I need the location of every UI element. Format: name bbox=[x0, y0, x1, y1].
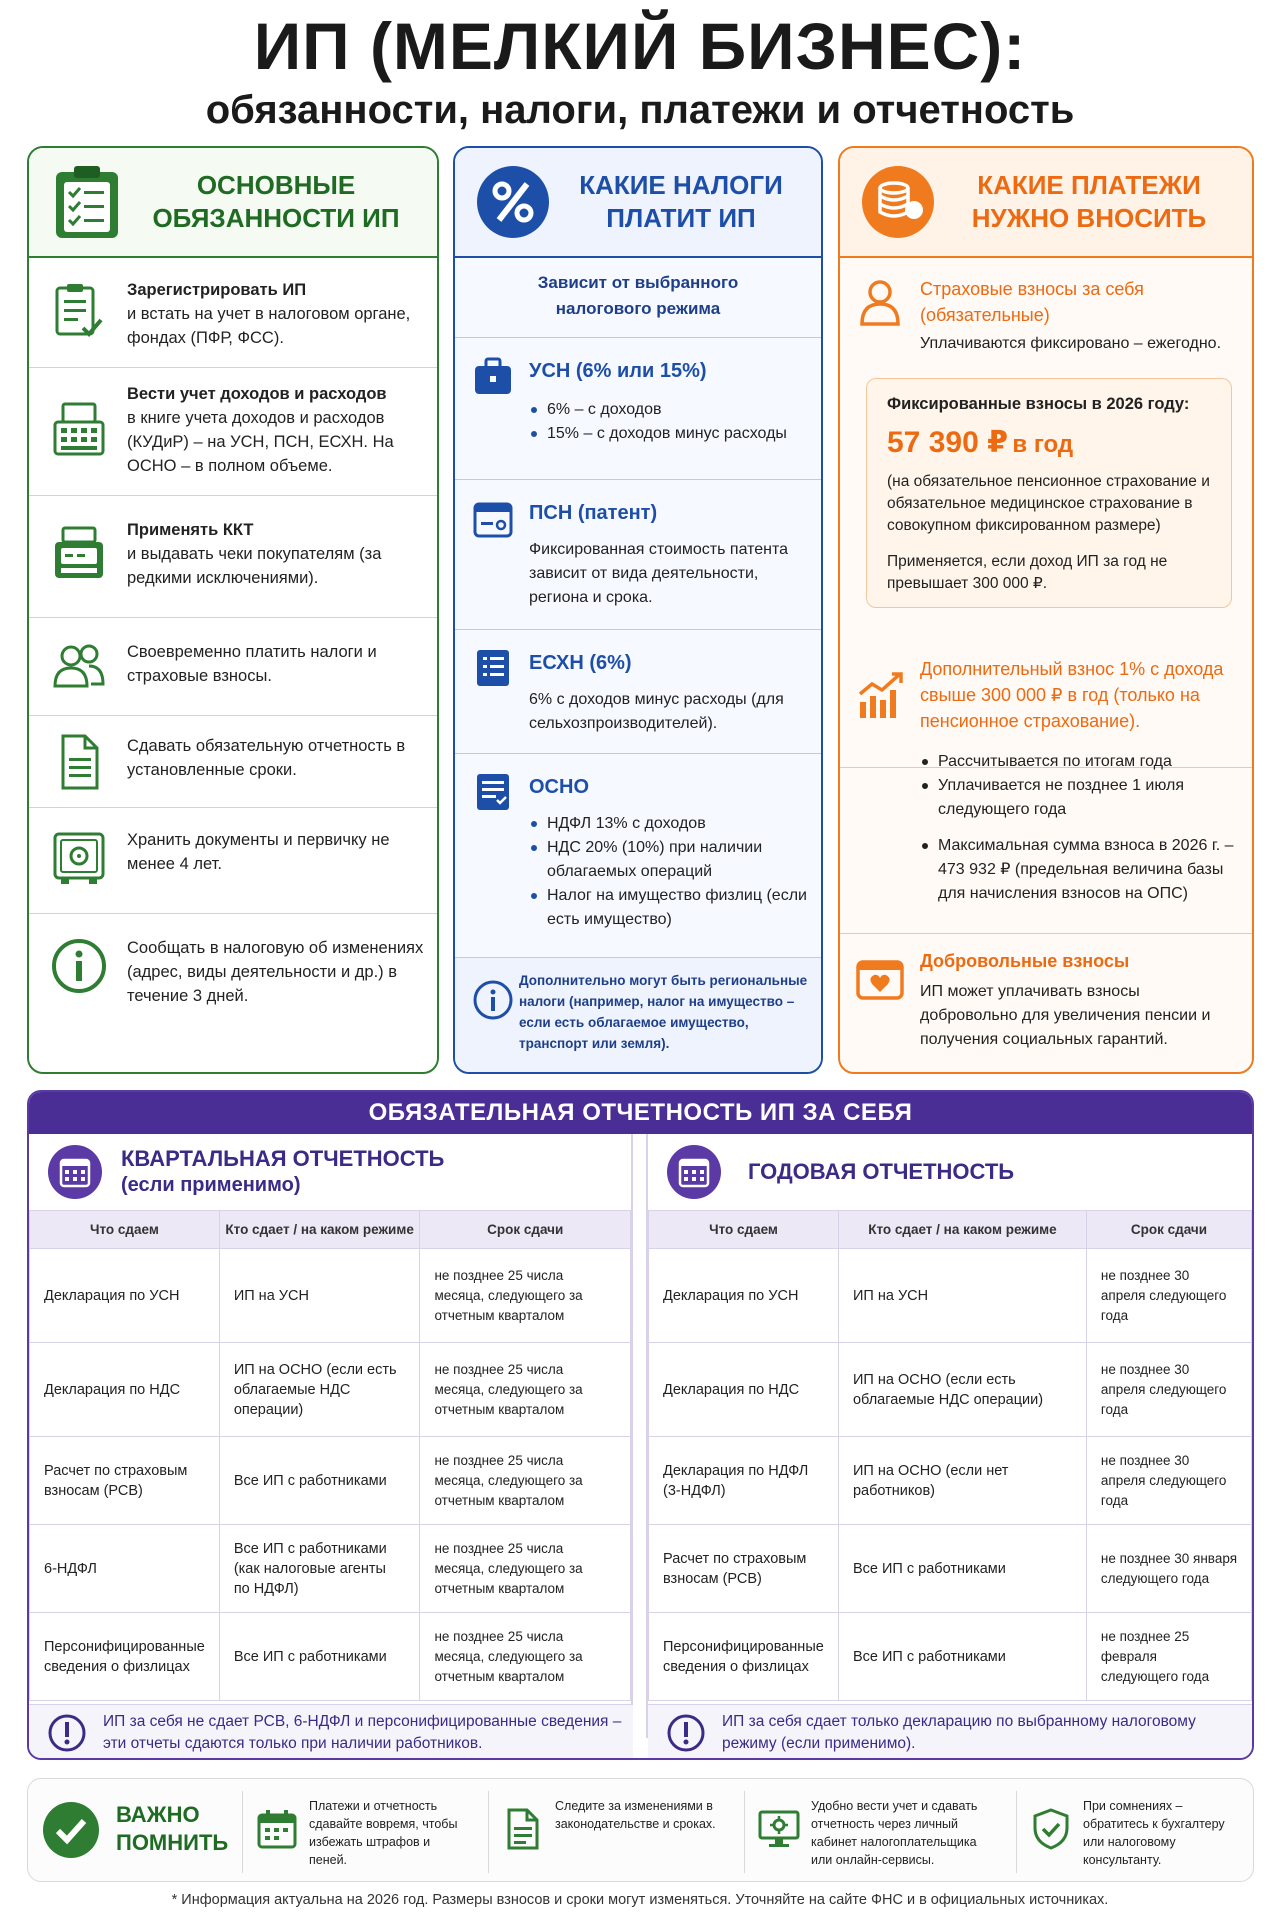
important-title: ВАЖНО ПОМНИТЬ bbox=[116, 1802, 229, 1855]
duty-text: Своевременно платить налоги и страховые взносы. bbox=[127, 643, 377, 685]
tax-psn-text: Фиксированная стоимость патента зависит от вида деятельности, региона и срока. bbox=[529, 541, 789, 606]
tax-bullet: НДФЛ 13% с доходов bbox=[529, 812, 811, 836]
document-check-icon bbox=[49, 282, 109, 342]
table-row bbox=[30, 1437, 631, 1525]
tax-form-icon bbox=[471, 770, 515, 814]
patent-card-icon bbox=[471, 498, 515, 542]
annual-panel bbox=[646, 1134, 1252, 1738]
duty-text: Сообщать в налоговую об изменениях (адрес, виды деятельности и др.) в течение 3 дней. bbox=[127, 939, 424, 1005]
table-cell: не позднее 25 числа месяца, следующего за отчетным кварталом bbox=[420, 1343, 631, 1437]
tax-psn-title: ПСН (патент) bbox=[529, 502, 658, 524]
tax-bullet: 6% – с доходов bbox=[529, 398, 811, 422]
table-cell: не позднее 30 января следующего года bbox=[1086, 1525, 1251, 1613]
check-circle-icon bbox=[42, 1801, 100, 1859]
ledger-icon bbox=[471, 646, 515, 690]
percent-icon bbox=[475, 164, 551, 240]
table-row bbox=[649, 1613, 1252, 1701]
annual-table bbox=[648, 1210, 1252, 1701]
growth-chart-icon bbox=[854, 668, 906, 720]
duty-item bbox=[29, 716, 437, 808]
calculator-icon bbox=[49, 400, 109, 460]
fixed-desc: (на обязательное пенсионное страхование и обязательное медицинское страхование в совокупном фиксированном размере) bbox=[887, 473, 1210, 534]
important-item bbox=[744, 1791, 1000, 1873]
taxes-header bbox=[455, 148, 821, 258]
column-header: Что сдаем bbox=[30, 1211, 220, 1249]
quarterly-table bbox=[29, 1210, 631, 1701]
payments-header bbox=[840, 148, 1252, 258]
quarterly-title: КВАРТАЛЬНАЯ ОТЧЕТНОСТЬ bbox=[121, 1146, 445, 1171]
table-row bbox=[30, 1613, 631, 1701]
table-row bbox=[30, 1249, 631, 1343]
column-header: Срок сдачи bbox=[1086, 1211, 1251, 1249]
table-cell: Персонифицированные сведения о физлицах bbox=[30, 1613, 220, 1701]
table-row bbox=[649, 1249, 1252, 1343]
important-text: Удобно вести учет и сдавать отчетность через личный кабинет налогоплательщика или онлайн-сервисы. bbox=[811, 1799, 978, 1867]
duty-bold: Зарегистрировать ИП bbox=[127, 281, 307, 299]
column-header: Кто сдает / на каком режиме bbox=[219, 1211, 420, 1249]
tax-bullet: 15% – с доходов минус расходы bbox=[529, 422, 811, 446]
table-cell: не позднее 25 числа месяца, следующего за отчетным кварталом bbox=[420, 1613, 631, 1701]
table-row bbox=[649, 1437, 1252, 1525]
table-cell: Декларация по НДС bbox=[649, 1343, 839, 1437]
footnote: * Информация актуальна на 2026 год. Размеры взносов и сроки могут изменяться. Уточняйте на сайте ФНС и в официальных источниках. bbox=[171, 1892, 1109, 1908]
important-item bbox=[242, 1791, 472, 1873]
duty-item bbox=[29, 808, 437, 914]
table-cell: не позднее 30 апреля следующего года bbox=[1086, 1437, 1251, 1525]
taxes-intro-row bbox=[455, 258, 821, 338]
quarterly-note-text: ИП за себя не сдает РСВ, 6-НДФЛ и персонифицированные сведения – эти отчеты сдаются только при наличии работников. bbox=[103, 1712, 622, 1752]
duty-text: в книге учета доходов и расходов (КУДиР) – на УСН, ПСН, ЕСХН. На ОСНО – в полном объеме. bbox=[127, 409, 394, 475]
taxes-note-text: Дополнительно могут быть региональные налоги (например, налог на имущество – если есть облагаемое имущество, транспорт или земля). bbox=[519, 973, 808, 1051]
table-cell: Все ИП с работниками bbox=[838, 1525, 1086, 1613]
safe-icon bbox=[49, 828, 109, 888]
tax-usn-title: УСН (6% или 15%) bbox=[529, 360, 707, 382]
table-cell: не позднее 30 апреля следующего года bbox=[1086, 1343, 1251, 1437]
additional-bullet: Уплачивается не позднее 1 июля следующего года bbox=[920, 774, 1240, 822]
table-cell: Все ИП с работниками bbox=[219, 1613, 420, 1701]
coins-icon bbox=[860, 164, 936, 240]
table-cell: Все ИП с работниками bbox=[219, 1437, 420, 1525]
table-cell: ИП на УСН bbox=[838, 1249, 1086, 1343]
exclamation-icon bbox=[666, 1713, 706, 1753]
important-text: Платежи и отчетность сдавайте вовремя, чтобы избежать штрафов и пеней. bbox=[309, 1799, 458, 1867]
duty-item bbox=[29, 618, 437, 716]
voluntary-title: Добровольные взносы bbox=[920, 951, 1130, 971]
tax-eshn bbox=[455, 630, 821, 754]
calendar-icon bbox=[255, 1807, 299, 1851]
taxes-intro: Зависит от выбранного налогового режима bbox=[537, 273, 739, 318]
cash-register-icon bbox=[49, 524, 109, 584]
duty-item bbox=[29, 914, 437, 1074]
quarterly-note bbox=[29, 1704, 633, 1760]
taxes-note bbox=[455, 958, 821, 1074]
insurance-text: Уплачиваются фиксировано – ежегодно. bbox=[920, 335, 1222, 352]
tax-eshn-text: 6% с доходов минус расходы (для сельхозпроизводителей). bbox=[529, 691, 784, 732]
duty-bold: Вести учет доходов и расходов bbox=[127, 385, 387, 403]
duty-bold: Применять ККТ bbox=[127, 521, 254, 539]
table-cell: Декларация по НДФЛ (3-НДФЛ) bbox=[649, 1437, 839, 1525]
tax-psn bbox=[455, 480, 821, 630]
table-cell: ИП на ОСНО (если есть облагаемые НДС операции) bbox=[219, 1343, 420, 1437]
taxes-heading: КАКИЕ НАЛОГИ ПЛАТИТ ИП bbox=[579, 170, 783, 233]
fixed-amount-suffix: в год bbox=[1012, 431, 1074, 458]
column-header: Срок сдачи bbox=[420, 1211, 631, 1249]
fixed-condition: Применяется, если доход ИП за год не превышает 300 000 ₽. bbox=[887, 553, 1168, 592]
annual-title: ГОДОВАЯ ОТЧЕТНОСТЬ bbox=[748, 1159, 1015, 1184]
table-cell: не позднее 30 апреля следующего года bbox=[1086, 1249, 1251, 1343]
important-item bbox=[1016, 1791, 1248, 1873]
voluntary-text: ИП может уплачивать взносы добровольно для увеличения пенсии и получения социальных гарантий. bbox=[920, 983, 1211, 1048]
document-icon bbox=[501, 1807, 545, 1851]
person-icon bbox=[854, 276, 906, 328]
duties-card bbox=[27, 146, 439, 1074]
fixed-contributions-box bbox=[866, 378, 1232, 608]
info-icon bbox=[471, 978, 515, 1022]
table-cell: Все ИП с работниками (как налоговые агенты по НДФЛ) bbox=[219, 1525, 420, 1613]
tax-bullet: Налог на имущество физлиц (если есть имущество) bbox=[529, 884, 811, 932]
additional-title: Дополнительный взнос 1% с дохода свыше 300 000 ₽ в год (только на пенсионное страхование). bbox=[920, 659, 1224, 731]
additional-bullet: Рассчитывается по итогам года bbox=[920, 750, 1240, 774]
fixed-label: Фиксированные взносы в 2026 году: bbox=[887, 395, 1190, 413]
briefcase-icon bbox=[471, 354, 515, 398]
column-header: Что сдаем bbox=[649, 1211, 839, 1249]
table-cell: Расчет по страховым взносам (РСВ) bbox=[30, 1437, 220, 1525]
fixed-amount: 57 390 ₽ bbox=[887, 426, 1008, 459]
duties-header bbox=[29, 148, 437, 258]
tax-eshn-title: ЕСХН (6%) bbox=[529, 652, 632, 674]
duty-item bbox=[29, 258, 437, 368]
important-text: Следите за изменениями в законодательстве и сроках. bbox=[555, 1799, 716, 1831]
calendar-icon bbox=[666, 1144, 722, 1200]
table-cell: Декларация по УСН bbox=[649, 1249, 839, 1343]
voluntary-section bbox=[840, 934, 1252, 1074]
table-row bbox=[30, 1525, 631, 1613]
table-cell: Персонифицированные сведения о физлицах bbox=[649, 1613, 839, 1701]
duty-text: и выдавать чеки покупателям (за редкими исключениями). bbox=[127, 545, 382, 587]
annual-note bbox=[648, 1704, 1254, 1760]
monitor-gear-icon bbox=[757, 1807, 801, 1851]
important-section bbox=[27, 1778, 1254, 1882]
taxes-card bbox=[453, 146, 823, 1074]
column-header: Кто сдает / на каком режиме bbox=[838, 1211, 1086, 1249]
table-cell: не позднее 25 числа месяца, следующего за отчетным кварталом bbox=[420, 1249, 631, 1343]
duties-heading: ОСНОВНЫЕ ОБЯЗАННОСТИ ИП bbox=[152, 170, 400, 233]
shield-check-icon bbox=[1029, 1807, 1073, 1851]
payments-heading: КАКИЕ ПЛАТЕЖИ НУЖНО ВНОСИТЬ bbox=[971, 170, 1207, 233]
table-cell: не позднее 25 числа месяца, следующего за отчетным кварталом bbox=[420, 1437, 631, 1525]
table-cell: ИП на ОСНО (если нет работников) bbox=[838, 1437, 1086, 1525]
people-icon bbox=[49, 636, 109, 696]
important-text: При сомнениях – обратитесь к бухгалтеру или налоговому консультанту. bbox=[1083, 1799, 1225, 1867]
table-cell: Декларация по НДС bbox=[30, 1343, 220, 1437]
important-item bbox=[488, 1791, 728, 1873]
tax-usn bbox=[455, 338, 821, 480]
table-row bbox=[30, 1343, 631, 1437]
duty-text: Сдавать обязательную отчетность в установленные сроки. bbox=[127, 737, 406, 779]
tax-bullet: НДС 20% (10%) при наличии облагаемых операций bbox=[529, 836, 811, 884]
calendar-icon bbox=[47, 1144, 103, 1200]
clipboard-checklist-icon bbox=[49, 164, 125, 240]
duty-text: Хранить документы и первичку не менее 4 лет. bbox=[127, 831, 390, 873]
document-icon bbox=[49, 732, 109, 792]
table-row bbox=[649, 1343, 1252, 1437]
exclamation-icon bbox=[47, 1713, 87, 1753]
table-cell: 6-НДФЛ bbox=[30, 1525, 220, 1613]
duty-item bbox=[29, 368, 437, 496]
quarterly-subtitle: (если применимо) bbox=[121, 1174, 301, 1196]
additional-bullet: Максимальная сумма взноса в 2026 г. – 473 932 ₽ (предельная величина базы для начисления взносов на ОПС) bbox=[920, 834, 1240, 906]
table-cell: Декларация по УСН bbox=[30, 1249, 220, 1343]
table-cell: Все ИП с работниками bbox=[838, 1613, 1086, 1701]
table-cell: ИП на УСН bbox=[219, 1249, 420, 1343]
table-row bbox=[649, 1525, 1252, 1613]
table-cell: не позднее 25 числа месяца, следующего за отчетным кварталом bbox=[420, 1525, 631, 1613]
tax-osno-title: ОСНО bbox=[529, 776, 589, 798]
annual-note-text: ИП за себя сдает только декларацию по выбранному налоговому режиму (если применимо). bbox=[722, 1712, 1196, 1752]
page-title: ИП (МЕЛКИЙ БИЗНЕС): bbox=[253, 9, 1027, 83]
insurance-title: Страховые взносы за себя (обязательные) bbox=[920, 279, 1144, 325]
duty-item bbox=[29, 496, 437, 618]
table-cell: не позднее 25 февраля следующего года bbox=[1086, 1613, 1251, 1701]
reporting-banner: ОБЯЗАТЕЛЬНАЯ ОТЧЕТНОСТЬ ИП ЗА СЕБЯ bbox=[29, 1092, 1252, 1134]
duty-text: и встать на учет в налоговом органе, фондах (ПФР, ФСС). bbox=[127, 305, 411, 347]
tax-osno bbox=[455, 754, 821, 958]
reporting-section bbox=[27, 1090, 1254, 1760]
quarterly-panel bbox=[29, 1134, 633, 1738]
info-icon bbox=[49, 936, 109, 996]
wallet-icon bbox=[854, 952, 906, 1004]
table-cell: Расчет по страховым взносам (РСВ) bbox=[649, 1525, 839, 1613]
table-cell: ИП на ОСНО (если есть облагаемые НДС операции) bbox=[838, 1343, 1086, 1437]
payments-card bbox=[838, 146, 1254, 1074]
additional-section bbox=[840, 638, 1252, 934]
page-subtitle: обязанности, налоги, платежи и отчетность bbox=[205, 88, 1075, 132]
